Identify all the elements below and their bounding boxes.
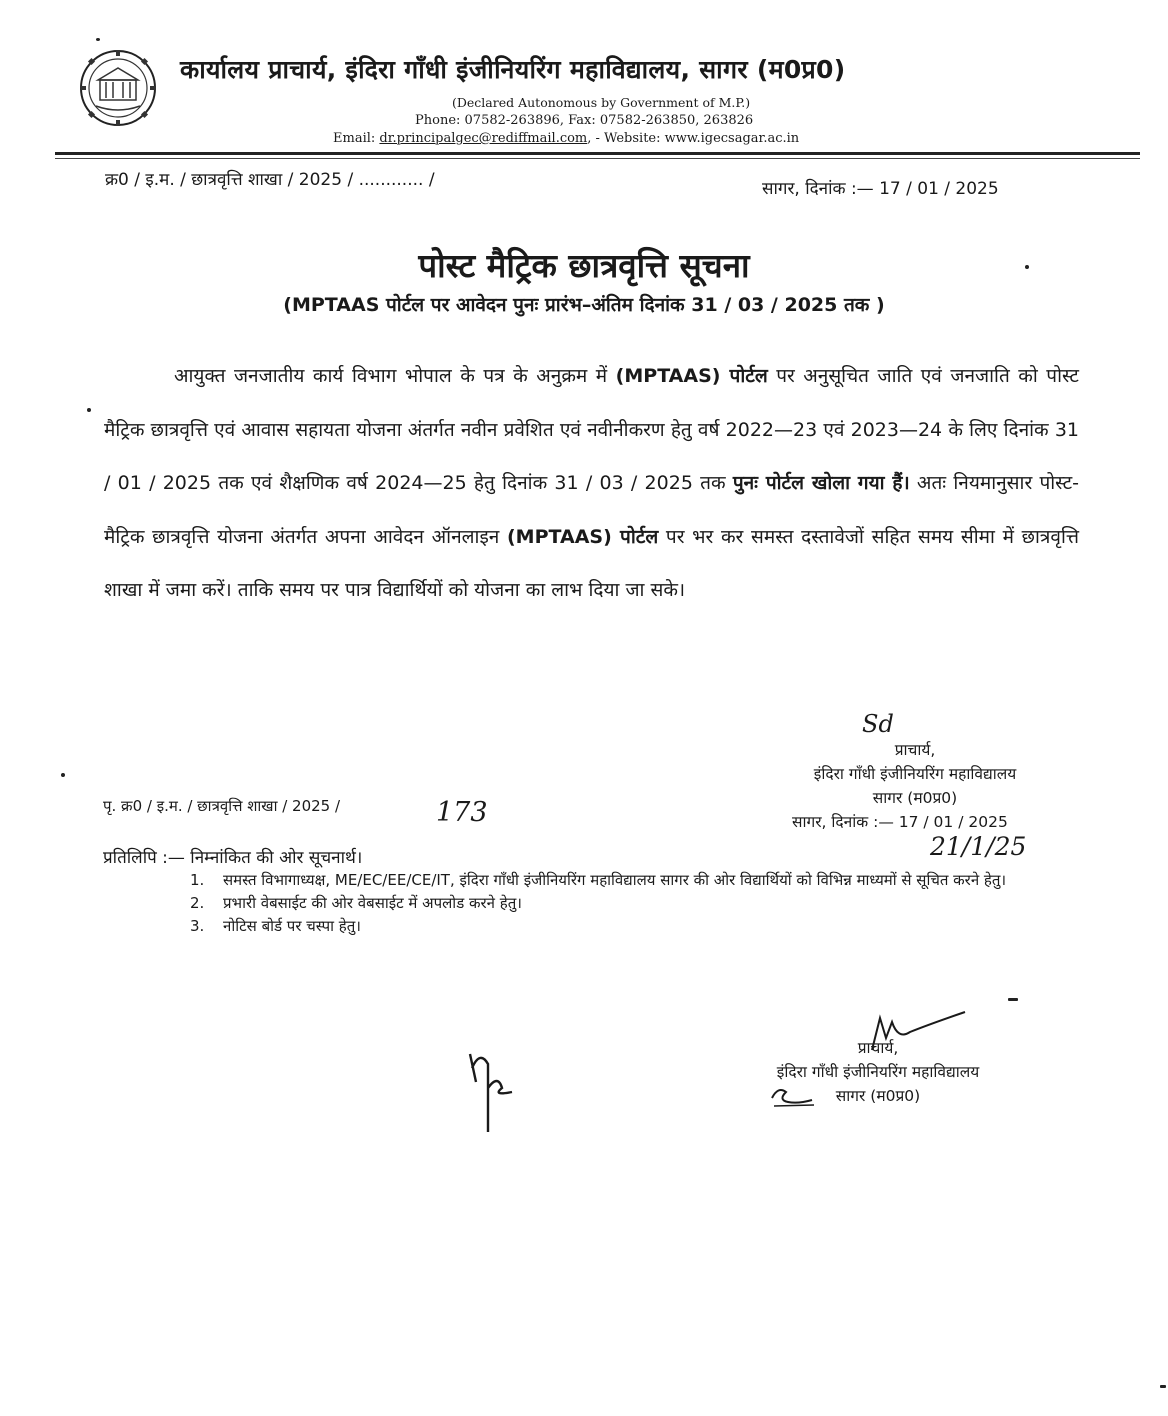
list-item-text: प्रभारी वेबसाईट की ओर वेबसाईट में अपलोड करने हेतु। bbox=[223, 894, 522, 912]
body-text: अतः नियमानुसार पोस्ट-मैट्रिक छात्रवृत्ति योजना अंतर्गत अपना आवेदन ऑनलाइन bbox=[104, 472, 1080, 548]
header-divider bbox=[55, 152, 1140, 155]
signature-college: इंदिरा गाँधी इंजीनियरिंग महाविद्यालय bbox=[813, 765, 1017, 783]
list-item-text: समस्त विभागाध्यक्ष, ME/EC/EE/CE/IT, इंदिरा गाँधी इंजीनियरिंग महाविद्यालय सागर की ओर विद्यार्थियों को विभिन्न माध्यमों से सूचित करने हेतु। bbox=[223, 871, 1007, 889]
list-item bbox=[190, 893, 1080, 913]
signature-designation: प्राचार्य, bbox=[857, 1039, 899, 1057]
email-prefix: Email: bbox=[333, 131, 380, 146]
scan-speck bbox=[96, 38, 100, 41]
list-item-number: 1. bbox=[190, 871, 205, 889]
initial-signature bbox=[768, 1084, 818, 1108]
scan-speck bbox=[1008, 998, 1018, 1001]
office-title: कार्यालय प्राचार्य, इंदिरा गाँधी इंजीनियरिंग महाविद्यालय, सागर (म0प्र0) bbox=[180, 55, 846, 84]
email-link[interactable]: dr.principalgec@rediffmail.com bbox=[379, 131, 588, 146]
signature-college: इंदिरा गाँधी इंजीनियरिंग महाविद्यालय bbox=[776, 1063, 980, 1081]
website-text: , - Website: www.igecsagar.ac.in bbox=[587, 131, 800, 146]
handwritten-dispatch-number: 173 bbox=[436, 797, 488, 828]
notice-title: पोस्ट मैट्रिक छात्रवृत्ति सूचना bbox=[418, 246, 750, 285]
body-text: पर अनुसूचित जाति एवं जनजाति को पोस्ट मैट्रिक छात्रवृत्ति एवं आवास सहायता योजना अंतर्गत नवीन प्रवेशित एवं नवीनीकरण हेतु वर्ष 2022—23 एवं 2023—24 के लिए दिनांक 31 / 01 / 2025 तक एवं शैक्षणिक वर्ष 2024—25 हेतु दिनांक 31 / 03 / 2025 तक bbox=[104, 365, 1079, 494]
autonomous-note: (Declared Autonomous by Government of M.P.) bbox=[452, 95, 751, 110]
scan-speck bbox=[87, 408, 91, 412]
body-text: पर भर कर समस्त दस्तावेजों सहित समय सीमा में छात्रवृत्ति शाखा में जमा करें। ताकि समय पर पात्र विद्यार्थियों को योजना का लाभ दिया जा सके। bbox=[104, 525, 1079, 601]
copy-list bbox=[190, 870, 1080, 939]
list-item-number: 2. bbox=[190, 894, 205, 912]
reference-date: सागर, दिनांक :— 17 / 01 / 2025 bbox=[762, 179, 999, 199]
list-item bbox=[190, 870, 1080, 890]
body-bold: (MPTAAS) पोर्टल bbox=[615, 365, 768, 387]
reference-number: क्र0 / इ.म. / छात्रवृत्ति शाखा / 2025 / ............ / bbox=[105, 170, 435, 190]
phone-line: Phone: 07582-263896, Fax: 07582-263850, 263826 bbox=[415, 113, 754, 128]
signature-date: सागर, दिनांक :— 17 / 01 / 2025 bbox=[792, 813, 1008, 831]
copy-to-label: प्रतिलिपि :— निम्नांकित की ओर सूचनार्थ। bbox=[103, 848, 363, 868]
notice-body bbox=[104, 350, 1079, 618]
scan-speck bbox=[1025, 265, 1029, 269]
sd-handwritten-mark: Sd bbox=[862, 710, 894, 738]
scan-speck bbox=[61, 773, 65, 777]
copy-reference-number: पृ. क्र0 / इ.म. / छात्रवृत्ति शाखा / 2025 / bbox=[103, 797, 341, 815]
body-bold: पुनः पोर्टल खोला गया हैं। bbox=[732, 472, 910, 494]
signature-city: सागर (म0प्र0) bbox=[835, 1087, 921, 1105]
list-item-text: नोटिस बोर्ड पर चस्पा हेतु। bbox=[223, 917, 361, 935]
handwritten-date: 21/1/25 bbox=[930, 832, 1027, 861]
signature-block-1 bbox=[784, 738, 1046, 810]
college-seal-logo bbox=[78, 48, 158, 128]
header-divider-thin bbox=[55, 158, 1140, 159]
signature-city: सागर (म0प्र0) bbox=[872, 789, 958, 807]
list-item-number: 3. bbox=[190, 917, 205, 935]
signature-designation: प्राचार्य, bbox=[894, 741, 936, 759]
notice-subtitle: (MPTAAS पोर्टल पर आवेदन पुनः प्रारंभ–अंतिम दिनांक 31 / 03 / 2025 तक ) bbox=[283, 294, 885, 316]
body-text: आयुक्त जनजातीय कार्य विभाग भोपाल के पत्र के अनुक्रम में bbox=[174, 365, 616, 387]
list-item bbox=[190, 916, 1080, 936]
scan-speck bbox=[1160, 1385, 1166, 1388]
email-line bbox=[333, 131, 799, 146]
margin-initials bbox=[462, 1048, 520, 1136]
body-bold: (MPTAAS) पोर्टल bbox=[507, 525, 659, 548]
